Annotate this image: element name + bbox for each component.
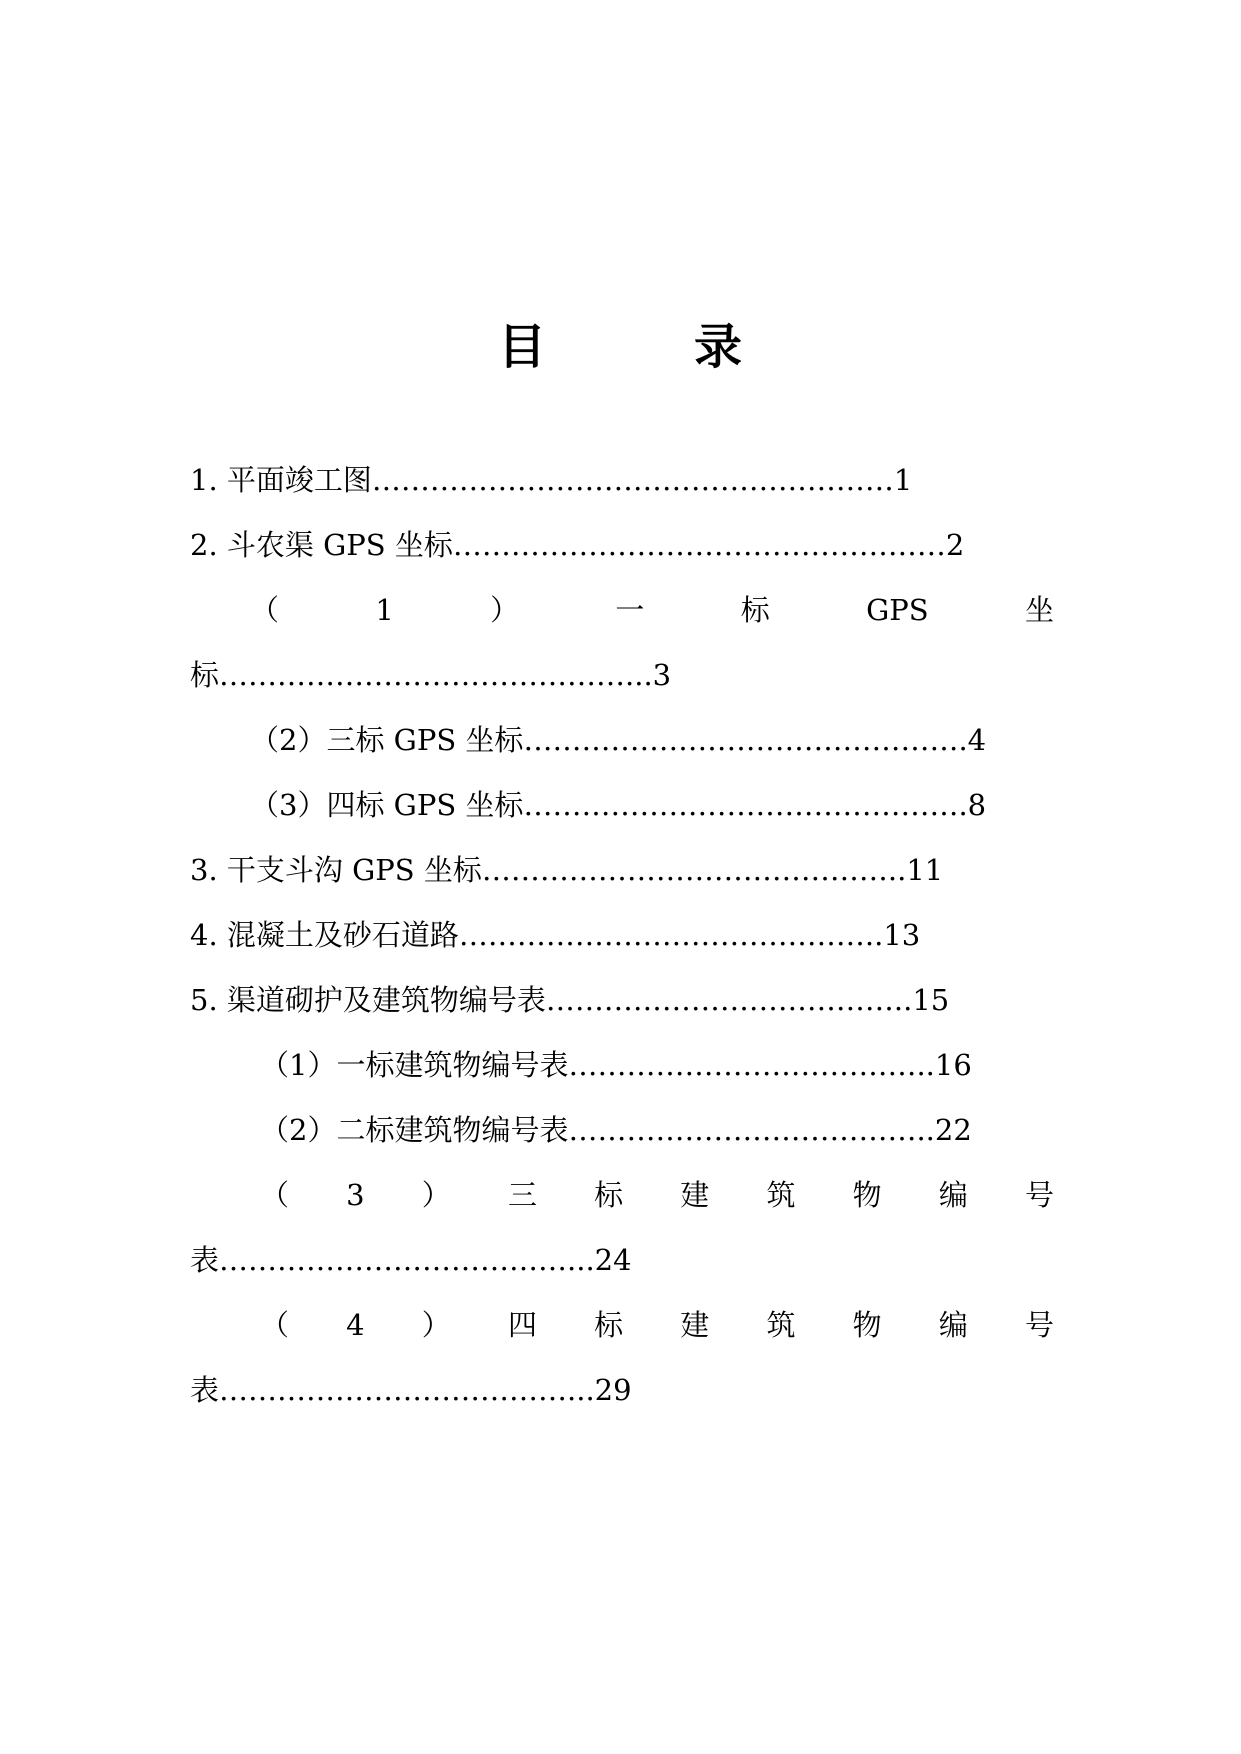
toc-entry-continuation[interactable] [190,1228,1054,1293]
toc-spread-char: 编 [938,1308,968,1342]
toc-leader-dots: …………………………………….. [458,918,884,952]
toc-leader-dots: …………………………………….. [481,853,907,887]
toc-page-number: 15 [912,983,950,1017]
toc-entry[interactable] [190,1033,1054,1098]
toc-leader-dots: ………………………………... [219,1373,595,1407]
toc-entry-label: 3. 干支斗沟 GPS 坐标 [190,853,482,887]
toc-spread-char: （ [260,1178,290,1212]
toc-spread-char: 坐 [1024,593,1054,627]
toc-spread-char: 物 [852,1308,882,1342]
toc-entry[interactable] [190,448,1054,513]
toc-page-number: 22 [934,1113,972,1147]
toc-entry-label: （1）一标建筑物编号表 [260,1048,569,1082]
toc-spread-char: 物 [852,1178,882,1212]
toc-entry[interactable] [190,1098,1054,1163]
toc-page-number: 24 [594,1243,632,1277]
toc-spread-char: 三 [507,1178,537,1212]
toc-spread-char: 号 [1024,1308,1054,1342]
toc-page-number: 16 [934,1048,972,1082]
table-of-contents [190,448,1054,1423]
toc-spread-char: 标 [740,593,770,627]
toc-entry-justified-line[interactable] [190,1163,1054,1228]
title-char-1: 目 [498,319,547,375]
toc-page-number: 13 [883,918,921,952]
toc-leader-dots: ……………………………………... [219,658,653,692]
toc-title [0,312,1241,382]
toc-page-number: 2 [945,528,965,562]
toc-leader-dots: ……………………………….. [568,1048,935,1082]
toc-page-number: 11 [906,853,944,887]
toc-leader-dots: ………………………………………. [523,723,968,757]
toc-entry-label: （2）三标 GPS 坐标 [250,723,524,757]
toc-entry-label: 2. 斗农渠 GPS 坐标 [190,528,453,562]
toc-spread-char: 筑 [766,1308,796,1342]
toc-leader-dots: ………………………………………. [523,788,968,822]
toc-spread-char: ） [421,1178,451,1212]
toc-spread-char: 标 [594,1308,624,1342]
toc-spread-char: 四 [507,1308,537,1342]
toc-entry-label: 5. 渠道砌护及建筑物编号表 [190,983,546,1017]
toc-spread-char: 筑 [766,1178,796,1212]
toc-spread-char: （ [250,593,280,627]
toc-leader-dots: ……………………………………………… [371,463,894,497]
toc-spread-char: 一 [615,593,645,627]
toc-spread-char: 建 [680,1308,710,1342]
toc-spread-char: 建 [680,1178,710,1212]
toc-entry-label: 1. 平面竣工图 [190,463,372,497]
toc-entry-justified-line[interactable] [190,1293,1054,1358]
toc-spread-char: 号 [1024,1178,1054,1212]
toc-spread-char: GPS [866,593,929,627]
title-char-2: 录 [694,319,743,375]
toc-entry-label: 标 [190,658,220,692]
toc-spread-char: （ [260,1308,290,1342]
toc-entry-label: 表 [190,1373,220,1407]
toc-entry[interactable] [190,773,1054,838]
toc-page-number: 29 [594,1373,632,1407]
toc-entry-continuation[interactable] [190,643,1054,708]
toc-entry[interactable] [190,708,1054,773]
toc-page-number: 3 [652,658,672,692]
toc-entry-label: （2）二标建筑物编号表 [260,1113,569,1147]
toc-entry[interactable] [190,513,1054,578]
toc-spread-char: ） [490,593,520,627]
toc-leader-dots: ……………………………….. [545,983,913,1017]
toc-entry-justified-line[interactable] [190,578,1054,643]
toc-entry-label: （3）四标 GPS 坐标 [250,788,524,822]
toc-entry-label: 4. 混凝土及砂石道路 [190,918,459,952]
toc-entry-label: 表 [190,1243,220,1277]
toc-spread-char: 4 [346,1308,365,1342]
toc-entry-continuation[interactable] [190,1358,1054,1423]
toc-leader-dots: ……………………………….. [568,1113,935,1147]
toc-entry[interactable] [190,968,1054,1033]
toc-spread-char: 标 [594,1178,624,1212]
toc-entry[interactable] [190,903,1054,968]
toc-leader-dots: …………………………………………… [452,528,946,562]
toc-page-number: 4 [967,723,987,757]
toc-spread-char: 1 [375,593,394,627]
toc-page-number: 1 [893,463,913,497]
toc-spread-char: ） [421,1308,451,1342]
toc-page-number: 8 [967,788,987,822]
toc-entry[interactable] [190,838,1054,903]
toc-spread-char: 编 [938,1178,968,1212]
toc-spread-char: 3 [346,1178,365,1212]
toc-leader-dots: ………………………………... [219,1243,595,1277]
